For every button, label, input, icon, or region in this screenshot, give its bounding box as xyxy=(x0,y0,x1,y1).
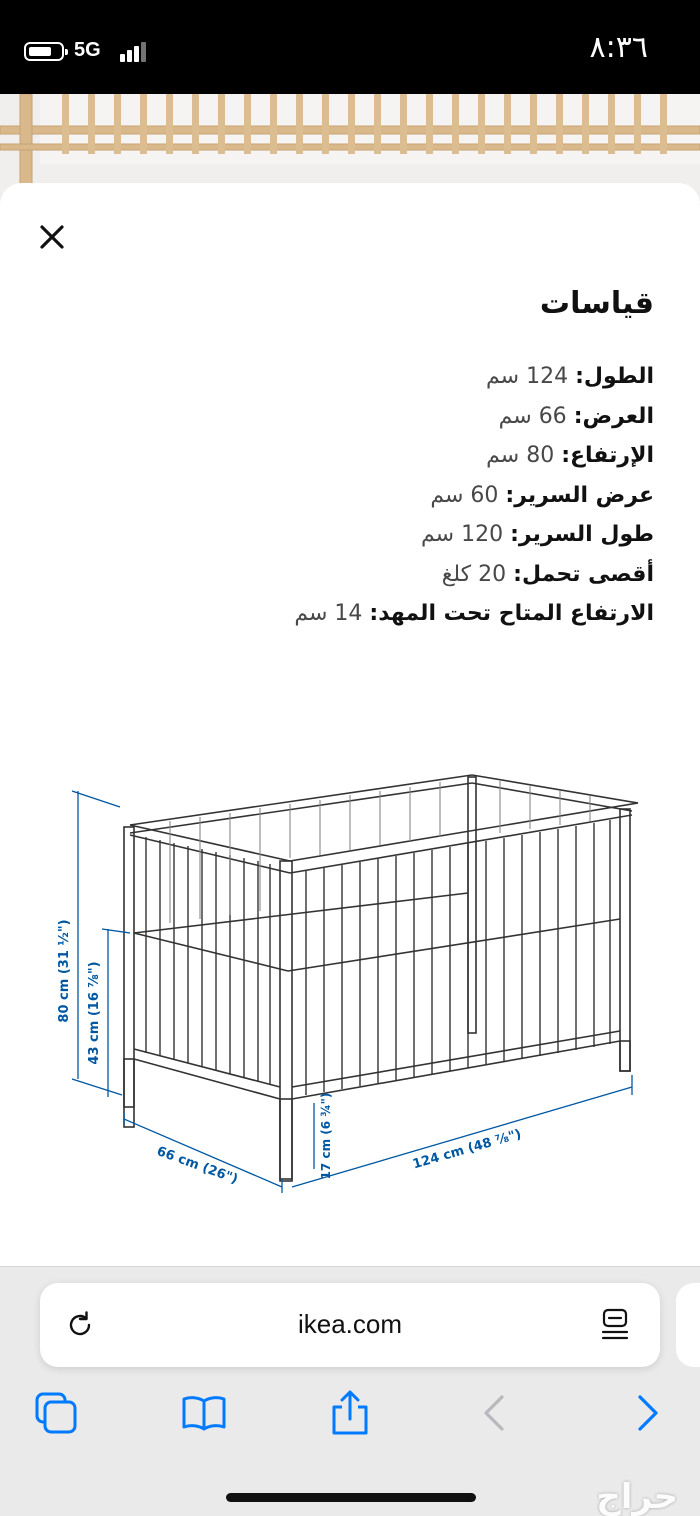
crib-dimension-diagram xyxy=(0,743,700,1223)
browser-toolbar xyxy=(0,1266,700,1516)
battery-icon xyxy=(24,42,64,61)
url-text[interactable]: ikea.com xyxy=(297,1309,403,1339)
spec-row-bed-length: طول السرير: 120 سم xyxy=(421,522,654,547)
status-time: ٨:٣٦ xyxy=(589,30,648,65)
spec-row-height: الإرتفاع: 80 سم xyxy=(486,443,654,468)
spec-row-length: الطول: 124 سم xyxy=(486,364,654,389)
share-icon[interactable] xyxy=(326,1389,374,1437)
spec-row-width: العرض: 66 سم xyxy=(498,403,654,429)
tabs-icon[interactable] xyxy=(32,1389,80,1437)
home-indicator xyxy=(226,1493,476,1502)
spec-row-bed-width: عرض السرير: 60 سم xyxy=(430,482,654,508)
clearance-dimension-label: 17 cm (6 ¾") xyxy=(319,1092,333,1180)
network-type: 5G xyxy=(74,39,101,61)
forward-icon[interactable] xyxy=(622,1389,670,1437)
status-bar xyxy=(0,0,700,94)
next-tab-peek[interactable] xyxy=(676,1283,700,1367)
dimensions-sheet xyxy=(0,183,700,1283)
close-icon xyxy=(34,219,70,255)
bookmarks-icon[interactable] xyxy=(180,1389,228,1437)
reader-mode-icon[interactable] xyxy=(600,1307,630,1341)
crib-drawing xyxy=(124,775,638,1179)
spec-list xyxy=(34,364,654,641)
height-dimension-label: 80 cm (31 ½") xyxy=(57,919,72,1023)
back-icon[interactable] xyxy=(472,1389,520,1437)
watermark: حراج xyxy=(596,1477,678,1516)
spec-row-under-bed-clearance: الارتفاع المتاح تحت المهد: 14 سم xyxy=(294,601,654,626)
signal-icon xyxy=(120,42,150,62)
width-dimension-label: 66 cm (26") xyxy=(154,1144,240,1188)
address-bar[interactable] xyxy=(40,1283,660,1367)
length-dimension-label: 124 cm (48 ⅞") xyxy=(411,1126,524,1173)
sheet-title: قياسات xyxy=(539,286,654,321)
mattress-height-dimension-label: 43 cm (16 ⅞") xyxy=(87,961,102,1065)
close-button[interactable] xyxy=(34,219,70,255)
spec-row-max-load: أقصى تحمل: 20 كلغ xyxy=(441,561,654,587)
